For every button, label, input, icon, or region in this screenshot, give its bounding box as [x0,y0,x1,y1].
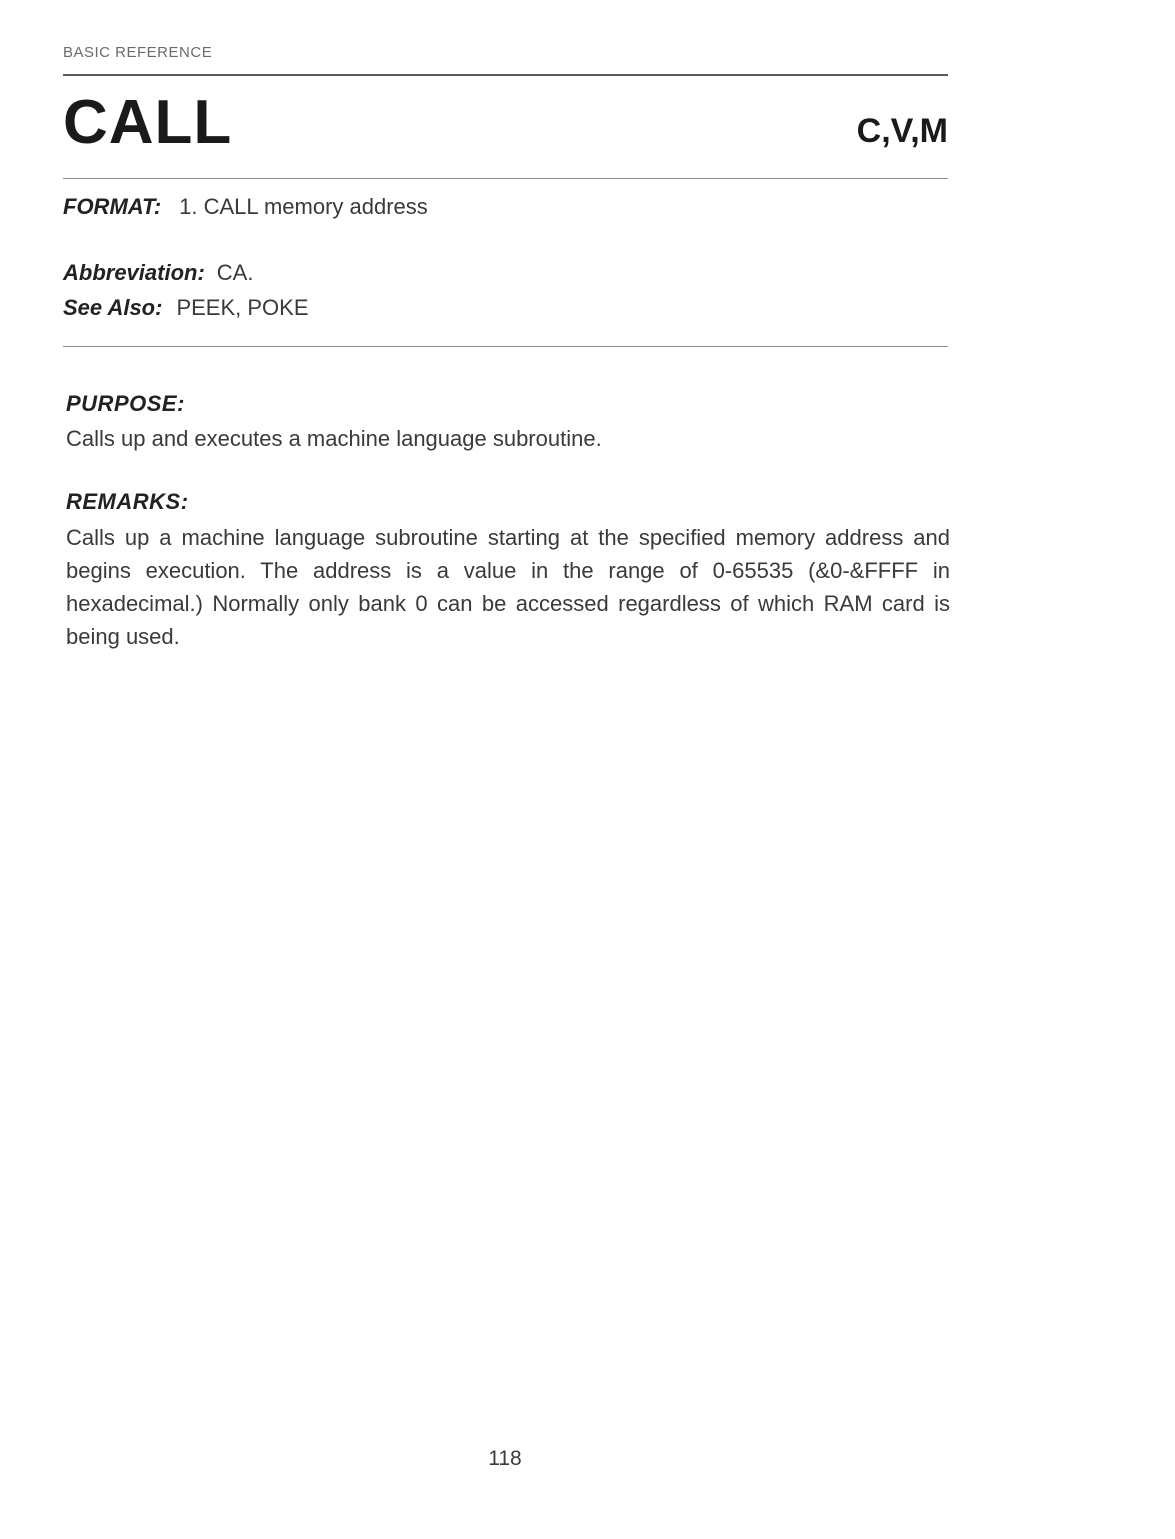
see-also-value: PEEK, POKE [176,295,309,320]
abbreviation-line [63,262,253,284]
format-value: 1. CALL memory address [179,194,428,219]
remarks-text: Calls up a machine language subroutine starting at the specified memory address and begins execution. The address is a value in the range of 0-65535 (&0-&FFFF in hexadecimal.) Normally only bank 0 can be accessed regardless of which RAM card is being used. [66,525,950,649]
section-rule [63,346,948,347]
see-also-label: See Also: [63,295,163,320]
format-label: FORMAT: [63,194,162,219]
format-line [63,196,428,218]
see-also-line [63,297,309,319]
abbreviation-label: Abbreviation: [63,260,205,285]
purpose-text: Calls up and executes a machine language subroutine. [66,426,602,451]
purpose-heading: PURPOSE: [66,391,185,416]
version-codes: C,V,M [856,112,948,150]
page-title: CALL [63,88,233,157]
remarks-heading: REMARKS: [66,489,189,514]
page-number: 118 [488,1447,522,1470]
abbreviation-value: CA. [216,260,254,285]
title-rule [63,178,948,179]
header-rule [63,74,948,76]
running-head: BASIC REFERENCE [63,44,213,61]
